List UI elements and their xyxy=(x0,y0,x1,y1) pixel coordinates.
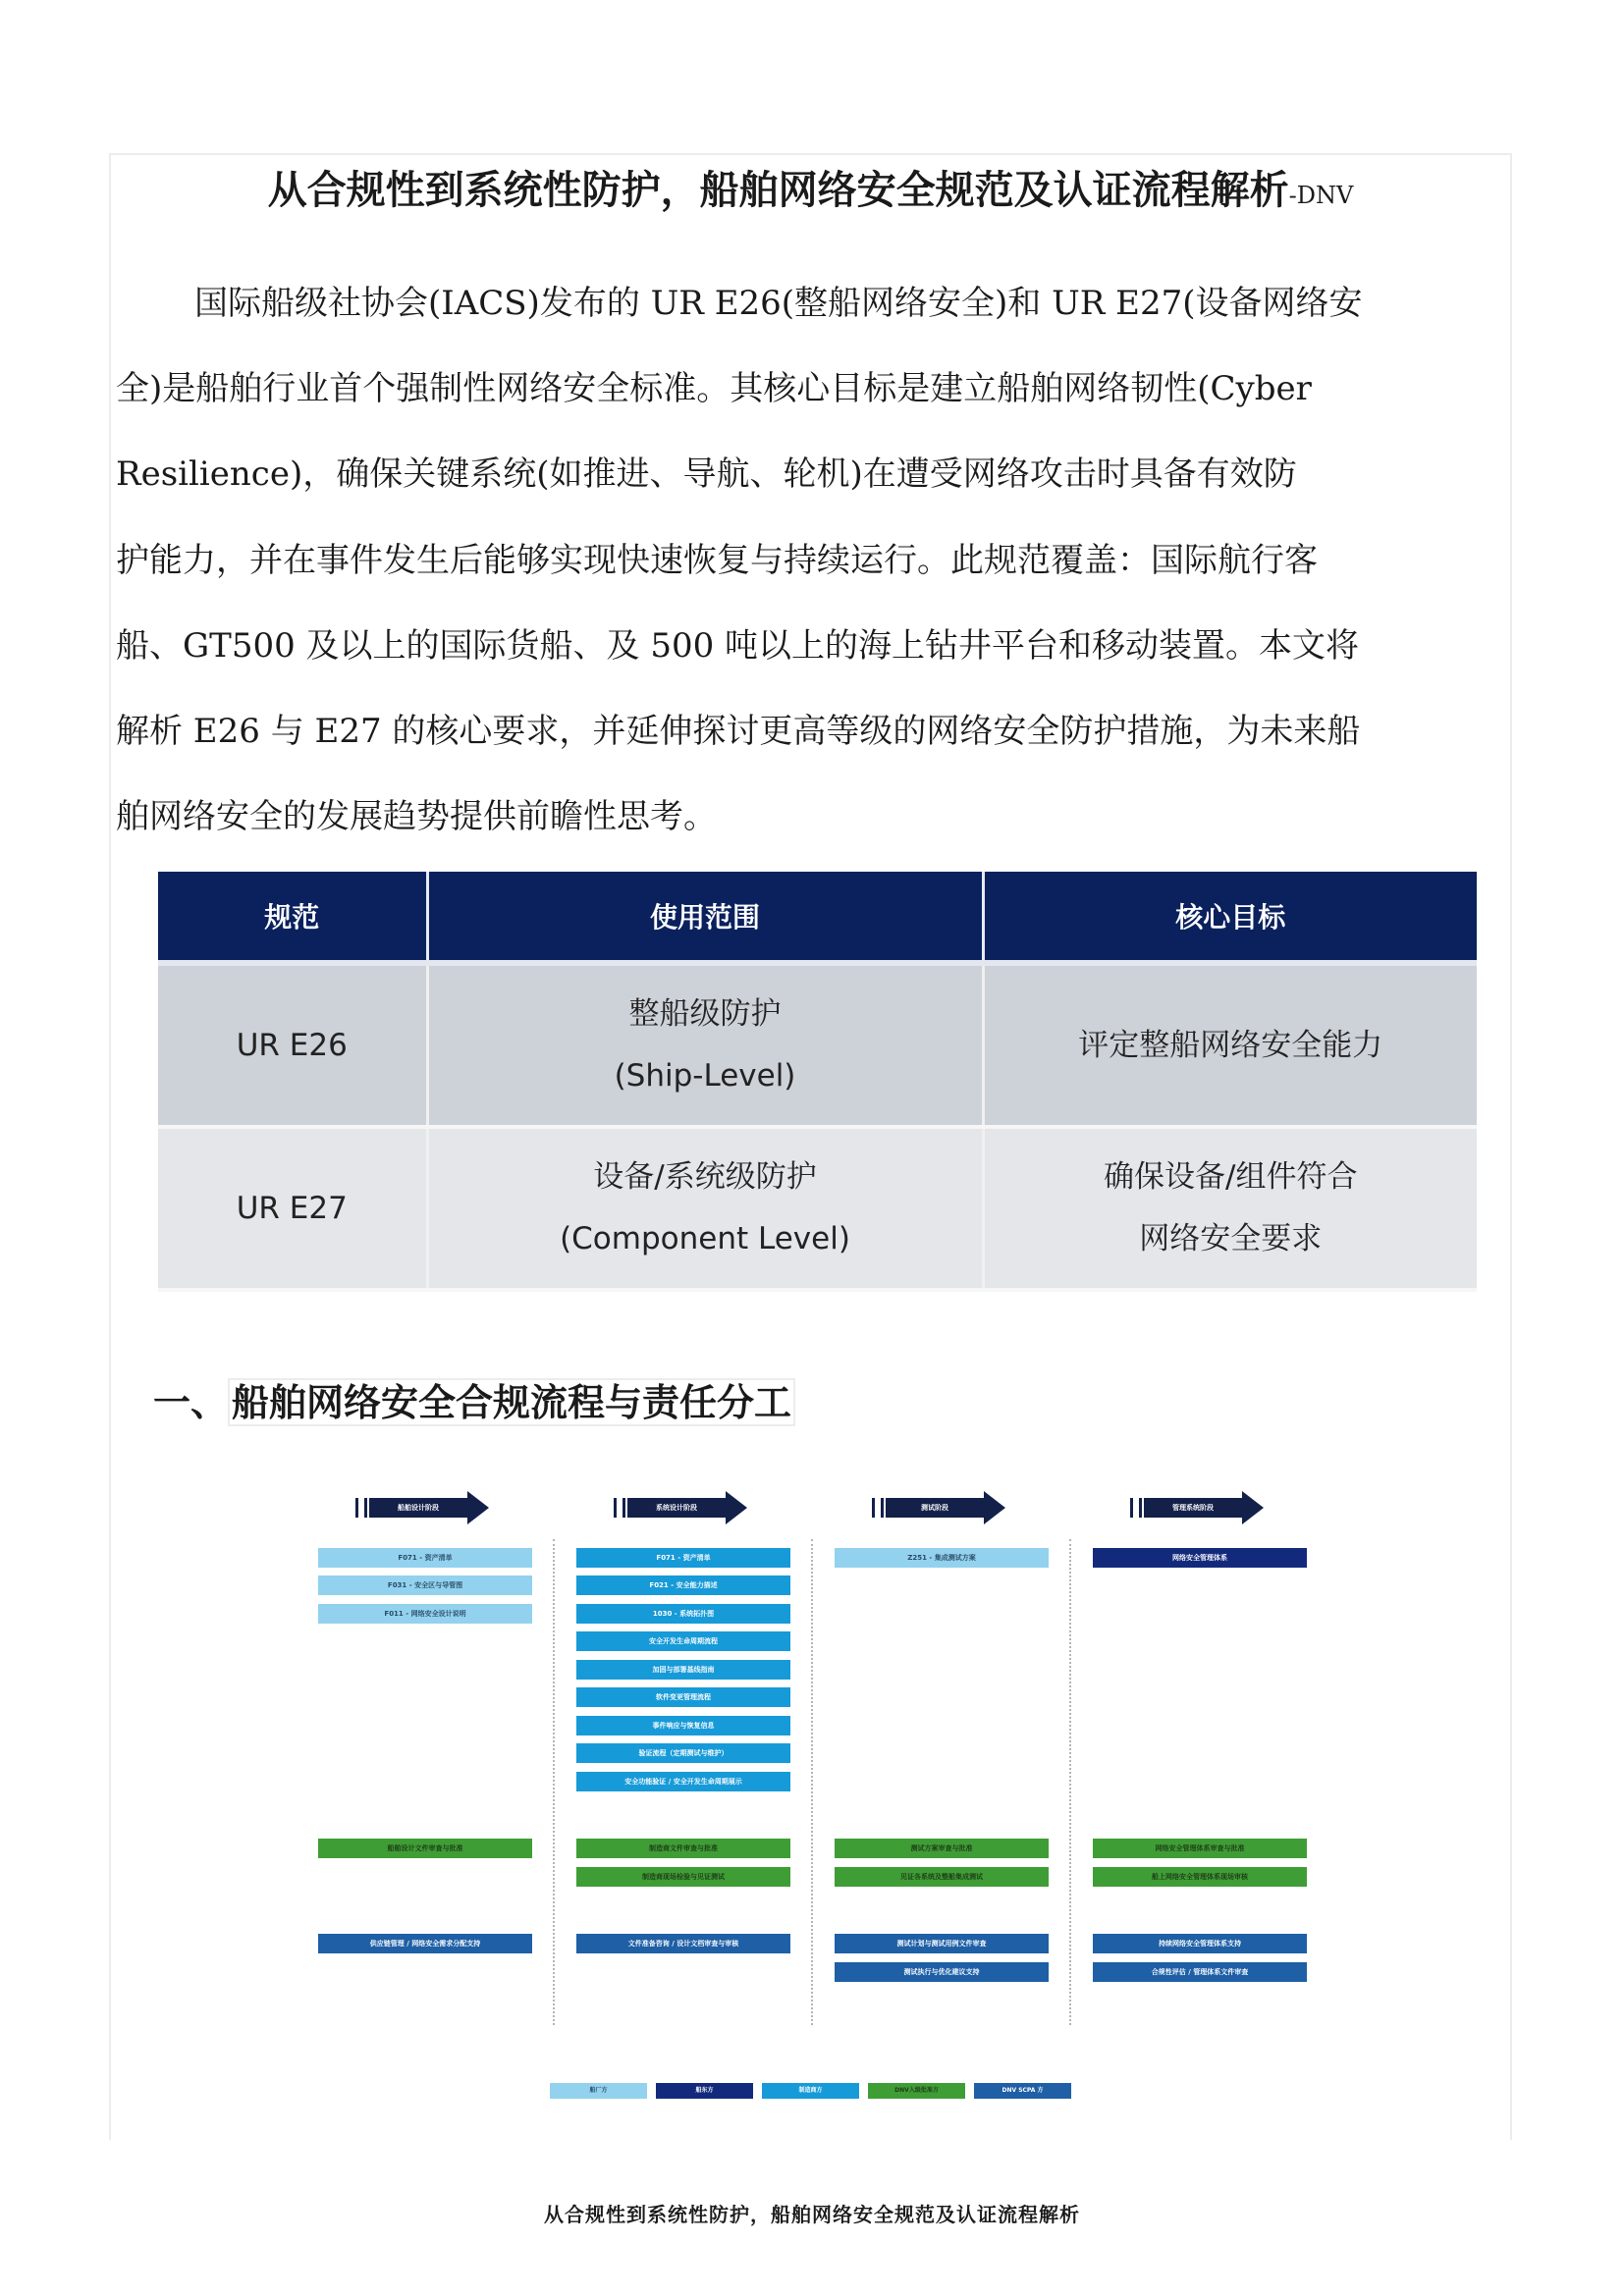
phase-label: 船舶设计阶段 xyxy=(369,1498,467,1518)
class-task-box: 制造商现场检验与见证测试 xyxy=(576,1867,790,1887)
goal-line: 网络安全要求 xyxy=(1139,1221,1323,1256)
doc-box: 加固与部署基线指南 xyxy=(576,1660,790,1680)
scope-line: (Component Level) xyxy=(560,1221,850,1256)
class-task-box: 船上网络安全管理体系现场审核 xyxy=(1093,1867,1307,1887)
cell-goal xyxy=(983,1127,1477,1290)
scpa-task-box: 合规性评估 / 管理体系文件审查 xyxy=(1093,1962,1307,1982)
phase-label: 管理系统阶段 xyxy=(1144,1498,1242,1518)
scpa-task-box: 持续网络安全管理体系支持 xyxy=(1093,1934,1307,1953)
page-footer: 从合规性到系统性防护，船舶网络安全规范及认证流程解析 xyxy=(544,2203,1080,2226)
phase-arrow xyxy=(614,1492,751,1529)
column-header-scope: 使用范围 xyxy=(427,872,983,963)
legend-item-scpa: DNV SCPA 方 xyxy=(974,2083,1071,2099)
intro-line: 全)是船舶行业首个强制性网络安全标准。其核心目标是建立船舶网络韧性(Cyber xyxy=(116,369,1312,409)
class-task-box: 见证各系统及整船集成测试 xyxy=(835,1867,1049,1887)
table-row xyxy=(158,1127,1477,1290)
doc-box: 安全开发生命周期流程 xyxy=(576,1631,790,1651)
arrow-head-icon xyxy=(467,1491,489,1524)
intro-line: 解析 E26 与 E27 的核心要求，并延伸探讨更高等级的网络安全防护措施，为未来船 xyxy=(116,712,1361,752)
doc-box: F071 - 资产清单 xyxy=(318,1548,532,1568)
section-heading xyxy=(153,1372,795,1426)
class-task-box: 测试方案审查与批准 xyxy=(835,1839,1049,1858)
arrow-bars-icon xyxy=(1130,1498,1142,1518)
phase-arrow xyxy=(355,1492,493,1529)
cell-spec: UR E27 xyxy=(158,1127,427,1290)
phase-arrow xyxy=(1130,1492,1268,1529)
scope-line: (Ship-Level) xyxy=(614,1058,796,1094)
phase-divider xyxy=(811,1539,813,2025)
goal-line: 确保设备/组件符合 xyxy=(1104,1159,1358,1195)
doc-box: F021 - 安全能力描述 xyxy=(576,1575,790,1595)
doc-box: 1030 - 系统拓扑图 xyxy=(576,1604,790,1624)
cell-spec: UR E26 xyxy=(158,963,427,1127)
doc-box: F071 - 资产清单 xyxy=(576,1548,790,1568)
column-header-goal: 核心目标 xyxy=(983,872,1477,963)
doc-box: 验证流程（定期测试与维护） xyxy=(576,1743,790,1763)
arrow-bars-icon xyxy=(355,1498,367,1518)
class-task-box: 船舶设计文件审查与批准 xyxy=(318,1839,532,1858)
doc-box: F031 - 安全区与导管图 xyxy=(318,1575,532,1595)
scpa-task-box: 测试执行与优化建议支持 xyxy=(835,1962,1049,1982)
document-title xyxy=(109,159,1512,215)
table-row xyxy=(158,963,1477,1127)
scope-line: 设备/系统级防护 xyxy=(593,1159,817,1195)
arrow-head-icon xyxy=(1242,1491,1264,1524)
title-text: 从合规性到系统性防护，船舶网络安全规范及认证流程解析 xyxy=(267,167,1289,213)
phase-divider xyxy=(553,1539,555,2025)
doc-box: 事件响应与恢复信息 xyxy=(576,1716,790,1735)
doc-box: 软件变更管理流程 xyxy=(576,1687,790,1707)
scpa-task-box: 测试计划与测试用例文件审查 xyxy=(835,1934,1049,1953)
section-number: 一、 xyxy=(153,1380,229,1424)
class-task-box: 制造商文件审查与批准 xyxy=(576,1839,790,1858)
arrow-bars-icon xyxy=(614,1498,625,1518)
cell-scope xyxy=(427,963,983,1127)
intro-line: 船、GT500 及以上的国际货船、及 500 吨以上的海上钻井平台和移动装置。本文将 xyxy=(116,625,1360,666)
intro-line: 国际船级社协会(IACS)发布的 UR E26(整船网络安全)和 UR E27(设备网络安 xyxy=(194,284,1363,323)
intro-line: 护能力，并在事件发生后能够实现快速恢复与持续运行。此规范覆盖：国际航行客 xyxy=(116,540,1318,580)
phase-divider xyxy=(1069,1539,1071,2025)
arrow-head-icon xyxy=(984,1491,1005,1524)
legend-item-maker: 制造商方 xyxy=(762,2083,859,2099)
scpa-task-box: 文件准备咨询 / 设计文档审查与审核 xyxy=(576,1934,790,1953)
title-suffix: -DNV xyxy=(1288,182,1354,209)
goal-line: 评定整船网络安全能力 xyxy=(1078,1027,1383,1063)
scope-line: 整船级防护 xyxy=(628,996,782,1032)
legend-item-owner: 船东方 xyxy=(656,2083,753,2099)
class-task-box: 网络安全管理体系审查与批准 xyxy=(1093,1839,1307,1858)
section-title: 船舶网络安全合规流程与责任分工 xyxy=(228,1378,795,1426)
intro-line: 舶网络安全的发展趋势提供前瞻性思考。 xyxy=(116,797,717,837)
doc-box: 网络安全管理体系 xyxy=(1093,1548,1307,1568)
intro-paragraph xyxy=(116,261,1502,860)
phase-arrow xyxy=(872,1492,1009,1529)
scpa-task-box: 供应链管理 / 网络安全需求分配支持 xyxy=(318,1934,532,1953)
intro-line: Resilience)，确保关键系统(如推进、导航、轮机)在遭受网络攻击时具备有效防 xyxy=(116,454,1297,495)
phase-label: 系统设计阶段 xyxy=(627,1498,726,1518)
arrow-bars-icon xyxy=(872,1498,884,1518)
legend-item-shipyard: 船厂方 xyxy=(550,2083,647,2099)
table-header-row xyxy=(158,872,1477,963)
doc-box: 安全功能验证 / 安全开发生命周期展示 xyxy=(576,1772,790,1791)
cell-scope xyxy=(427,1127,983,1290)
spec-table xyxy=(158,872,1477,1292)
column-header-spec: 规范 xyxy=(158,872,427,963)
arrow-head-icon xyxy=(726,1491,747,1524)
legend-item-class: DNV入级批准方 xyxy=(868,2083,965,2099)
doc-box: Z251 - 集成测试方案 xyxy=(835,1548,1049,1568)
phase-label: 测试阶段 xyxy=(886,1498,984,1518)
cell-goal xyxy=(983,963,1477,1127)
doc-box: F011 - 网络安全设计说明 xyxy=(318,1604,532,1624)
